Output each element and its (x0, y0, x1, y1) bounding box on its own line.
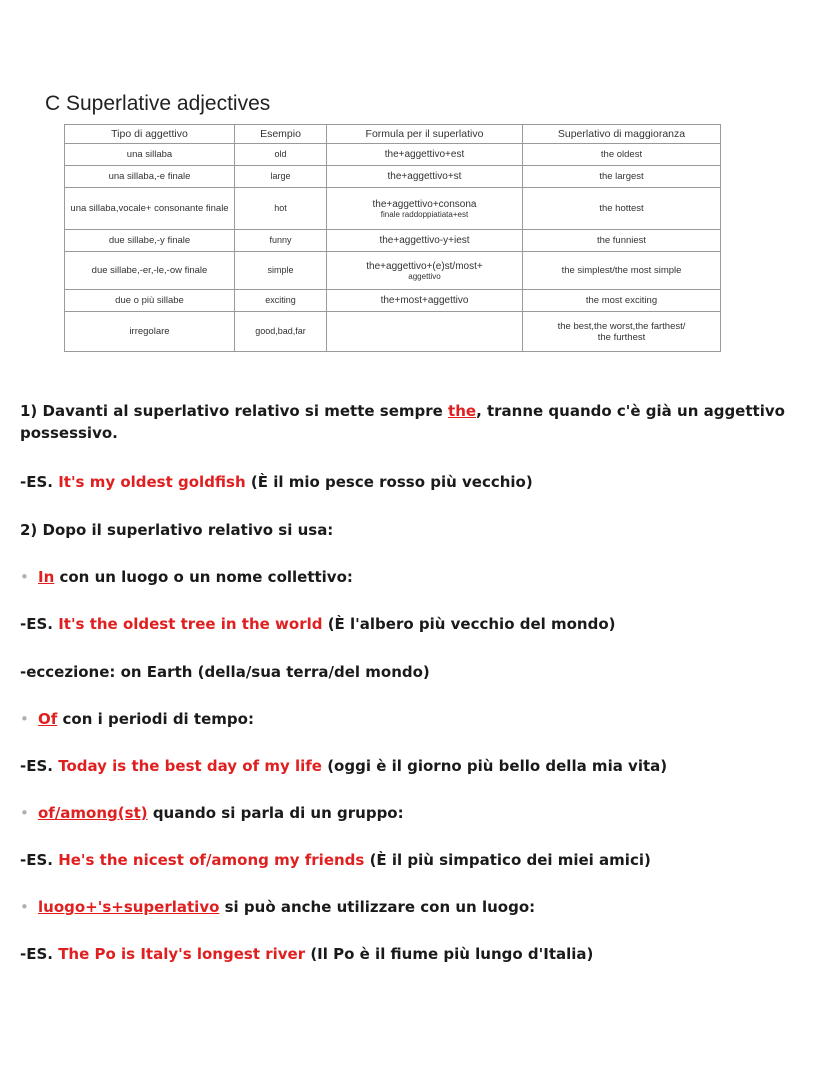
example-4 (20, 851, 651, 869)
cell-formula (327, 166, 523, 188)
cell-result (523, 312, 721, 352)
bullet-in (20, 568, 353, 586)
example-prefix: -ES. (20, 757, 59, 775)
column-header: Tipo di aggettivo (65, 125, 235, 144)
bullet-icon: • (20, 710, 29, 728)
cell-type: una sillaba,vocale+ consonante finale (65, 188, 235, 230)
table-header-row (65, 125, 721, 144)
formula-text: the+aggettivo+consona (372, 198, 477, 210)
bullet-saxon-genitive (20, 898, 535, 916)
cell-result: the simplest/the most simple (523, 252, 721, 290)
example-2 (20, 615, 616, 633)
bullet-icon: • (20, 568, 29, 586)
keyword-the: the (448, 402, 477, 420)
superlative-table (64, 124, 721, 352)
cell-formula (327, 230, 523, 252)
formula-text: the+aggettivo+st (387, 171, 462, 182)
cell-result: the funniest (523, 230, 721, 252)
example-5 (20, 945, 593, 963)
example-sentence: It's my oldest goldfish (58, 473, 246, 491)
cell-example: large (235, 166, 327, 188)
bullet-text: quando si parla di un gruppo: (147, 804, 404, 822)
example-sentence: Today is the best day of my life (58, 757, 322, 775)
keyword-in: In (38, 568, 55, 586)
page-title: C Superlative adjectives (45, 92, 271, 115)
cell-type: una sillaba (65, 144, 235, 166)
cell-formula (327, 188, 523, 230)
table-row (65, 144, 721, 166)
table-row (65, 188, 721, 230)
bullet-of (20, 710, 254, 728)
cell-type: due o più sillabe (65, 290, 235, 312)
note-text: 1) Davanti al superlativo relativo si mette sempre (20, 402, 449, 420)
cell-formula (327, 252, 523, 290)
cell-result: the most exciting (523, 290, 721, 312)
result-text: the best,the worst,the farthest/ (557, 320, 686, 332)
table-row (65, 230, 721, 252)
cell-example: old (235, 144, 327, 166)
result-text-2: the furthest (597, 331, 646, 343)
column-header: Formula per il superlativo (327, 125, 523, 144)
keyword-saxon-genitive: luogo+'s+superlativo (38, 898, 220, 916)
note-2: 2) Dopo il superlativo relativo si usa: (20, 521, 334, 539)
cell-result: the hottest (523, 188, 721, 230)
example-translation: (È il più simpatico dei miei amici) (364, 851, 651, 869)
table-row (65, 166, 721, 188)
table-row (65, 312, 721, 352)
cell-example: simple (235, 252, 327, 290)
example-translation: (È il mio pesce rosso più vecchio) (245, 473, 533, 491)
cell-result: the oldest (523, 144, 721, 166)
cell-type: due sillabe,-er,-le,-ow finale (65, 252, 235, 290)
keyword-of-among: of/among(st) (38, 804, 148, 822)
cell-type: irregolare (65, 312, 235, 352)
example-prefix: -ES. (20, 615, 59, 633)
bullet-text: con i periodi di tempo: (57, 710, 254, 728)
example-prefix: -ES. (20, 945, 59, 963)
formula-subtext: finale raddoppiatiata+est (380, 209, 469, 219)
example-translation: (oggi è il giorno più bello della mia vita) (321, 757, 668, 775)
cell-formula (327, 144, 523, 166)
cell-result: the largest (523, 166, 721, 188)
bullet-text: con un luogo o un nome collettivo: (54, 568, 353, 586)
example-sentence: The Po is Italy's longest river (58, 945, 306, 963)
example-3 (20, 757, 667, 775)
bullet-of-among (20, 804, 404, 822)
example-sentence: He's the nicest of/among my friends (58, 851, 365, 869)
example-prefix: -ES. (20, 851, 59, 869)
bullet-icon: • (20, 804, 29, 822)
example-translation: (Il Po è il fiume più lungo d'Italia) (305, 945, 594, 963)
cell-example: funny (235, 230, 327, 252)
cell-type: una sillaba,-e finale (65, 166, 235, 188)
table-row (65, 252, 721, 290)
cell-formula (327, 290, 523, 312)
table-row (65, 290, 721, 312)
example-sentence: It's the oldest tree in the world (58, 615, 323, 633)
bullet-text: si può anche utilizzare con un luogo: (219, 898, 536, 916)
column-header: Superlativo di maggioranza (523, 125, 721, 144)
formula-text: the+aggettivo+est (384, 149, 465, 160)
example-translation: (È l'albero più vecchio del mondo) (322, 615, 616, 633)
example-1 (20, 473, 533, 491)
formula-text: the+aggettivo+(e)st/most+ (366, 260, 483, 272)
cell-example: hot (235, 188, 327, 230)
cell-example: good,bad,far (235, 312, 327, 352)
formula-text: the+aggettivo-y+iest (379, 235, 470, 246)
column-header: Esempio (235, 125, 327, 144)
formula-text: the+most+aggettivo (380, 295, 469, 306)
note-1 (20, 400, 800, 444)
cell-formula (327, 312, 523, 352)
keyword-of: Of (38, 710, 58, 728)
example-prefix: -ES. (20, 473, 59, 491)
cell-example: exciting (235, 290, 327, 312)
bullet-icon: • (20, 898, 29, 916)
formula-subtext: aggettivo (408, 271, 441, 281)
note-text: , tranne quando c'è già un aggettivo possessivo. (20, 402, 785, 442)
cell-type: due sillabe,-y finale (65, 230, 235, 252)
exception-note: -eccezione: on Earth (della/sua terra/del mondo) (20, 663, 430, 681)
